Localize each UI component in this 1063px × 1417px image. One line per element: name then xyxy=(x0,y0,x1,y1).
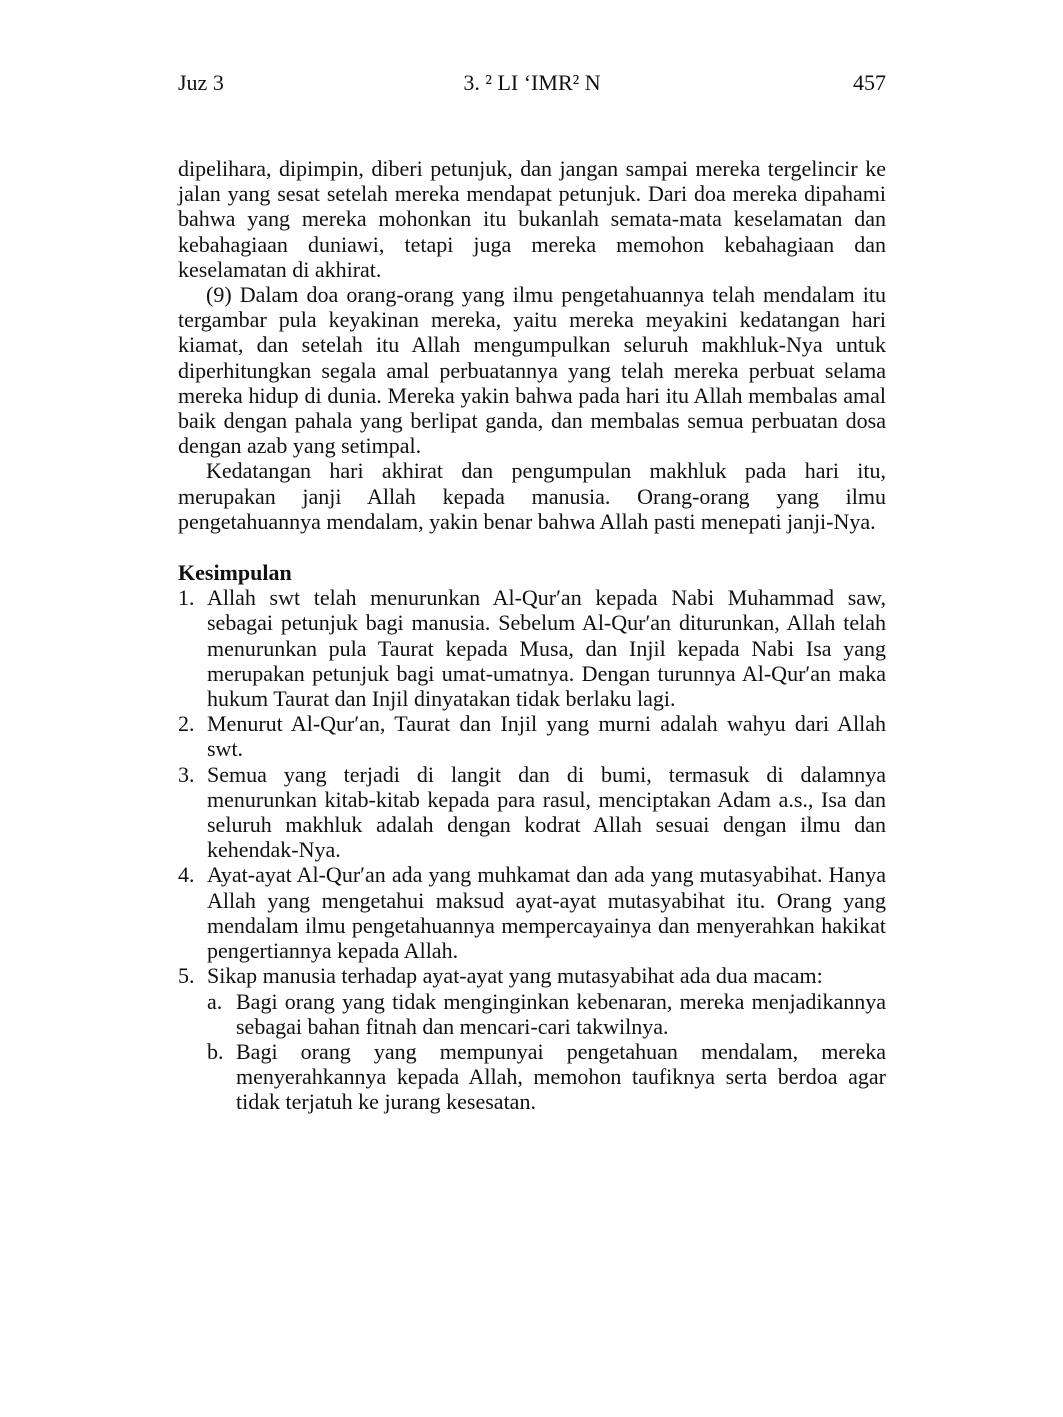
page-number: 457 xyxy=(853,70,886,95)
list-item xyxy=(178,862,886,963)
page-body xyxy=(178,156,886,1115)
list-item-text: Semua yang terjadi di langit dan di bumi, termasuk di dalamnya menurunkan kitab-kitab kepada para rasul, menciptakan Adam a.s., Isa dan seluruh makhluk adalah dengan kodrat Allah sesuai dengan ilmu dan kehendak-Nya. xyxy=(207,761,886,863)
list-item-number: 3. xyxy=(178,761,195,787)
list-item xyxy=(178,585,886,711)
paragraph-continuation: dipelihara, dipimpin, diberi petunjuk, dan jangan sampai mereka tergelincir ke jalan yang sesat setelah mereka mendapat petunjuk. Dari doa mereka dipahami bahwa yang mereka mohonkan itu bukanlah semata-mata keselamatan dan kebahagiaan duniawi, tetapi juga mereka memohon kebahagiaan dan keselamatan di akhirat. xyxy=(178,156,886,282)
list-item-text: Sikap manusia terhadap ayat-ayat yang mutasyabihat ada dua macam: xyxy=(207,963,823,989)
list-item xyxy=(178,762,886,863)
sub-list xyxy=(207,989,886,1115)
sub-list-item xyxy=(207,989,886,1039)
paragraph-hari-akhirat: Kedatangan hari akhirat dan pengumpulan makhluk pada hari itu, merupakan janji Allah kepada manusia. Orang-orang yang ilmu pengetahuannya mendalam, yakin benar bahwa Allah pasti menepati janji-Nya. xyxy=(178,458,886,534)
list-item-text: Ayat-ayat Al-Qur′an ada yang muhkamat dan ada yang mutasyabihat. Hanya Allah yang mengetahui maksud ayat-ayat mutasyabihat itu. Orang yang mendalam ilmu pengetahuannya mempercayainya dan menyerahkan hakikat pengertiannya kepada Allah. xyxy=(207,862,886,964)
list-item-text: Allah swt telah menurunkan Al-Qur′an kepada Nabi Muhammad saw, sebagai petunjuk bagi manusia. Sebelum Al-Qur′an diturunkan, Allah telah menurunkan pula Taurat kepada Musa, dan Injil kepada Nabi Isa yang merupakan petunjuk bagi umat-umatnya. Dengan turunnya Al-Qur′an maka hukum Taurat dan Injil dinyatakan tidak berlaku lagi. xyxy=(207,585,886,712)
sub-list-item xyxy=(207,1039,886,1115)
header-surah-title: 3. ² LI ‘IMR² N xyxy=(463,70,601,95)
sub-list-item-letter: a. xyxy=(207,988,223,1014)
paragraph-9: (9) Dalam doa orang-orang yang ilmu pengetahuannya telah mendalam itu tergambar pula keyakinan mereka, yaitu mereka meyakini kedatangan hari kiamat, dan setelah itu Allah mengumpulkan seluruh makhluk-Nya untuk diperhitungkan segala amal perbuatannya yang telah mereka perbuat selama mereka hidup di dunia. Mereka yakin bahwa pada hari itu Allah membalas amal baik dengan pahala yang berlipat ganda, dan membalas semua perbuatan dosa dengan azab yang setimpal. xyxy=(178,282,886,459)
list-item-text: Menurut Al-Qur′an, Taurat dan Injil yang murni adalah wahyu dari Allah swt. xyxy=(207,711,886,762)
running-header xyxy=(178,70,886,102)
sub-list-item-text: Bagi orang yang tidak menginginkan kebenaran, mereka menjadikannya sebagai bahan fitnah dan mencari-cari takwilnya. xyxy=(236,988,886,1039)
list-item-number: 4. xyxy=(178,862,195,888)
header-juz: Juz 3 xyxy=(178,70,224,95)
section-heading-kesimpulan: Kesimpulan xyxy=(178,560,292,586)
conclusion-list xyxy=(178,585,886,1114)
sub-list-item-letter: b. xyxy=(207,1038,224,1064)
list-item xyxy=(178,963,886,1114)
list-item-number: 2. xyxy=(178,711,195,737)
list-item xyxy=(178,711,886,761)
sub-list-item-text: Bagi orang yang mempunyai pengetahuan mendalam, mereka menyerahkannya kepada Allah, memohon taufiknya serta berdoa agar tidak terjatuh ke jurang kesesatan. xyxy=(236,1038,886,1115)
list-item-number: 5. xyxy=(178,963,195,989)
list-item-number: 1. xyxy=(178,585,195,611)
